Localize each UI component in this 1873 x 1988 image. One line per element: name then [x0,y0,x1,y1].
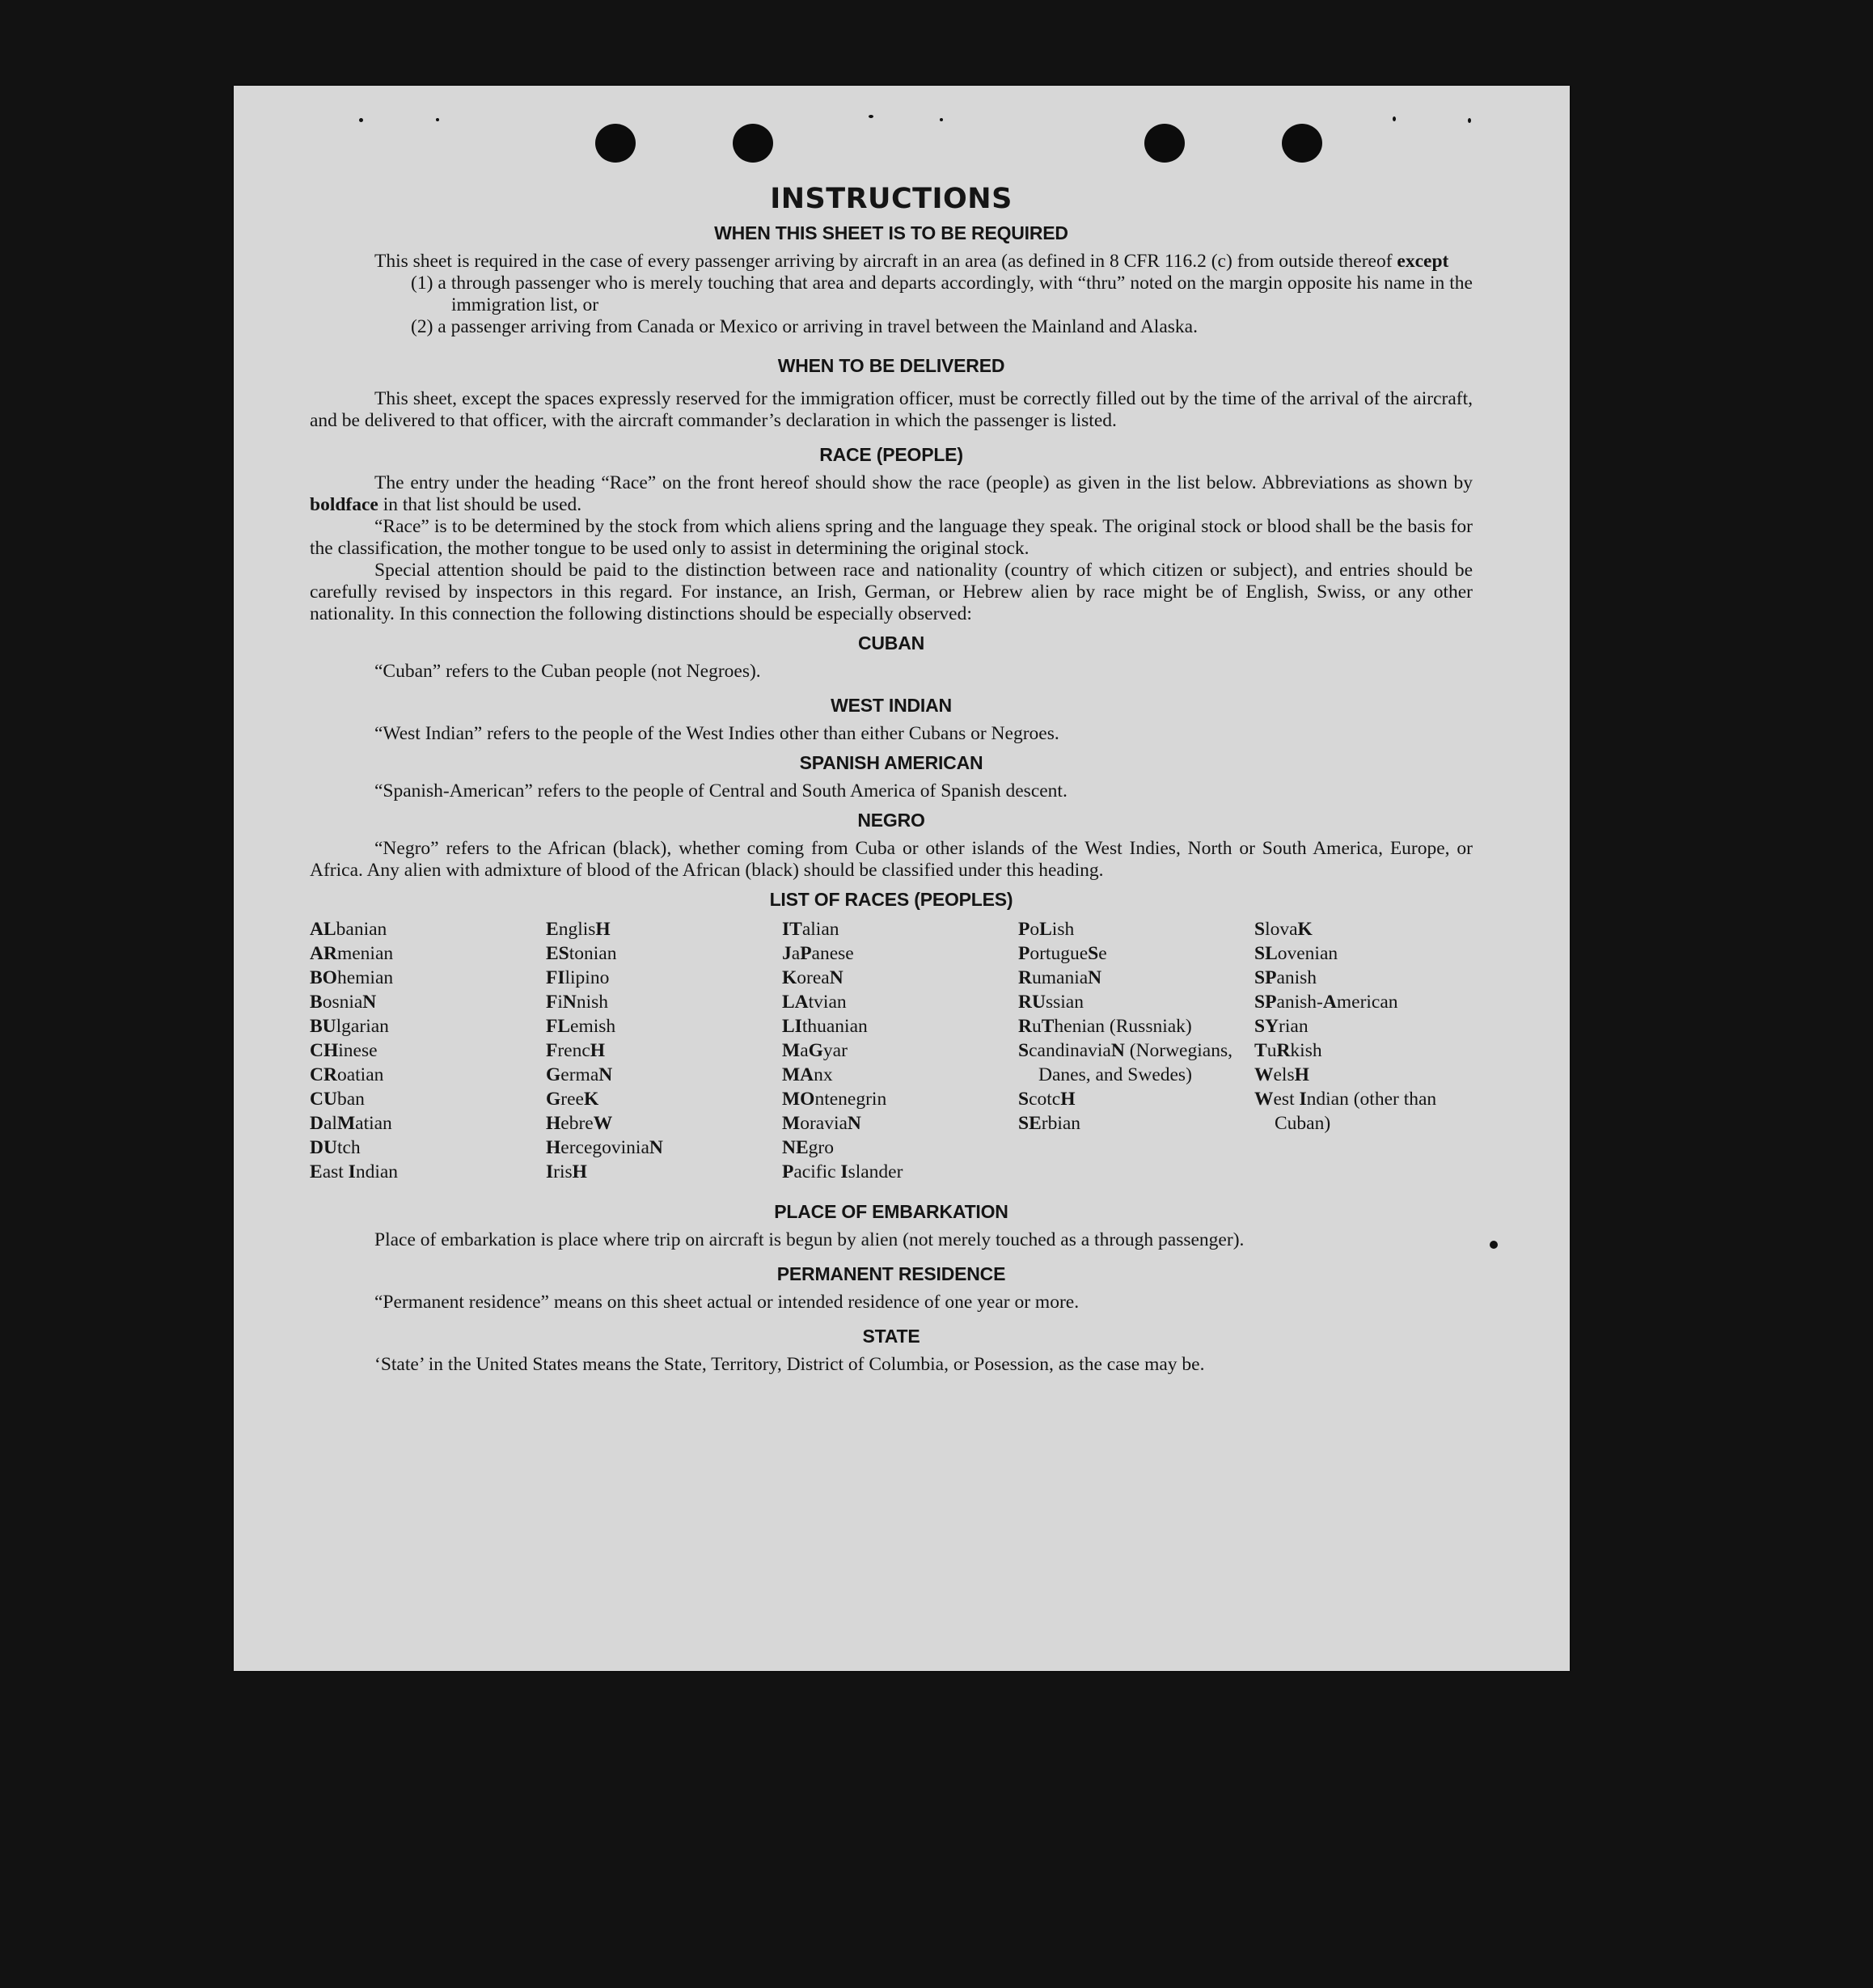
race-text: ndian (other than Cuban) [1275,1089,1437,1134]
negro-text: “Negro” refers to the African (black), whether coming from Cuba or other islands of the West Indies, North or South America, Europe, or Africa. Any alien with admixture of blood of the African (black) should be classified under this heading. [310,838,1473,881]
residence-text: “Permanent residence” means on this sheet actual or intended residence of one year or more. [374,1292,1080,1313]
race-text: acific [793,1161,841,1182]
race-entry [310,990,546,1014]
race-text: thuanian [801,1016,868,1037]
heading-embarkation: PLACE OF EMBARKATION [774,1201,1008,1222]
race-entry [782,1063,1018,1087]
race-abbreviation: NE [782,1137,809,1158]
race-entry [1254,966,1473,990]
race-text: anese [811,943,854,964]
race-abbreviation: CU [310,1089,337,1110]
race-abbreviation: W [1254,1089,1274,1110]
scan-speck [869,115,873,118]
race-entry [310,1160,546,1184]
race-text: rian [1279,1016,1309,1037]
race-entry [1254,1087,1473,1136]
race-abbreviation: N [362,992,377,1013]
heading-required: WHEN THIS SHEET IS TO BE REQUIRED [714,222,1068,243]
race-abbreviation: M [782,1040,801,1061]
race-abbreviation: N [1110,1040,1125,1061]
race-text: cotc [1029,1089,1061,1110]
race-abbreviation: M [782,1113,801,1134]
heading-west-indian: WEST INDIAN [831,695,952,716]
race-text: hemian [336,967,394,988]
heading-state: STATE [862,1326,920,1347]
race-abbreviation: G [808,1040,823,1061]
race-text: atian [355,1113,392,1134]
race-abbreviation: SP [1254,967,1277,988]
west-indian-text: “West Indian” refers to the people of the West Indies other than either Cubans or Negroes. [374,723,1059,744]
race-abbreviation: I [546,1161,554,1182]
required-intro: This sheet is required in the case of every passenger arriving by aircraft in an area (as defined in 8 CFR 116.2 (c) from outside thereof except [374,251,1449,272]
race-abbreviation: H [595,919,611,940]
race-entry [546,1087,782,1111]
race-abbreviation: LA [782,992,809,1013]
race-text: tch [336,1137,361,1158]
race-text: orea [797,967,830,988]
race-entry [1254,990,1473,1014]
race-entry [782,917,1018,941]
race-text: els [1273,1064,1295,1085]
race-abbreviation: P [782,1161,794,1182]
race-abbreviation: S [1254,919,1266,940]
punch-hole [733,124,773,163]
document-page [234,86,1570,1671]
race-abbreviation: M [336,1113,356,1134]
race-paragraph-1: The entry under the heading “Race” on the front hereof should show the race (people) as given in the list below. Abbreviations as shown by boldface in that list should be used. [310,472,1473,515]
race-text: tonian [569,943,617,964]
race-entry [782,966,1018,990]
race-entry [546,1111,782,1136]
race-abbreviation: H [1294,1064,1309,1085]
race-text: kish [1290,1040,1322,1061]
race-text: (Norwegians, Danes, and Swedes) [1038,1040,1232,1085]
race-abbreviation: R [1018,1016,1032,1037]
spanish-american-text: “Spanish-American” refers to the people of Central and South America of Spanish descent. [374,780,1068,802]
race-entry [546,990,782,1014]
delivered-text: This sheet, except the spaces expressly reserved for the immigration officer, must be correctly filled out by the time of the arrival of the aircraft, and be delivered to that officer, with the aircraft commander’s declaration in which the passenger is listed. [310,388,1473,431]
race-abbreviation: S [1088,943,1099,964]
race-abbreviation: F [546,1040,558,1061]
race-text: oravia [800,1113,848,1134]
race-entry [1018,990,1254,1014]
race-abbreviation: H [590,1040,606,1061]
race-entry [1018,1014,1254,1038]
race-text: henian (Russniak) [1054,1016,1192,1037]
race-abbreviation: R [1018,967,1032,988]
race-abbreviation: N [598,1064,613,1085]
race-abbreviation: K [1297,919,1313,940]
race-entry [1254,1063,1473,1087]
required-item-2: (2) a passenger arriving from Canada or Mexico or arriving in travel between the Mainland and Alaska. [411,316,1198,337]
race-paragraph-3: Special attention should be paid to the distinction between race and nationality (country of which citizen or subject), and entries should be carefully revised by inspectors in this regard. For instance, an Irish, German, or Hebrew alien by race might be of English, Swiss, or any other nationality. In this connection the following distinctions should be especially observed: [310,560,1473,624]
race-abbreviation: SP [1254,992,1277,1013]
race-text: emish [570,1016,616,1037]
race-abbreviation: D [310,1113,323,1134]
race-text: banian [336,919,387,940]
race-entry [546,1014,782,1038]
state-text: ‘State’ in the United States means the State, Territory, District of Columbia, or Posession, as the case may be. [374,1354,1205,1375]
race-entry [782,1136,1018,1160]
race-abbreviation: BO [310,967,337,988]
race-abbreviation: S [1018,1089,1030,1110]
scan-speck [359,118,363,122]
race-entry [546,941,782,966]
race-abbreviation: R [1276,1040,1291,1061]
race-abbreviation: N [1088,967,1102,988]
scan-speck [940,118,943,121]
race-abbreviation: SL [1254,943,1278,964]
race-entry [310,1014,546,1038]
race-abbreviation: AR [310,943,337,964]
race-entry [310,917,546,941]
race-abbreviation: N [562,992,577,1013]
race-entry [310,966,546,990]
race-text: renc [557,1040,590,1061]
race-entry [310,1136,546,1160]
race-abbreviation: DU [310,1137,337,1158]
heading-cuban: CUBAN [857,632,925,654]
race-abbreviation: L [1039,919,1052,940]
race-entry [310,1038,546,1063]
race-abbreviation: S [1018,1040,1030,1061]
race-text: anish [1276,967,1317,988]
race-abbreviation: N [829,967,843,988]
scan-speck [1490,1241,1498,1249]
race-text: ovenian [1277,943,1338,964]
race-text: lgarian [336,1016,389,1037]
race-text: ban [336,1089,365,1110]
race-abbreviation: P [1018,919,1030,940]
race-entry [782,990,1018,1014]
races-column [782,917,1018,1184]
race-text: gro [808,1137,834,1158]
heading-spanish-american: SPANISH AMERICAN [799,752,983,773]
heading-delivered: WHEN TO BE DELIVERED [777,355,1005,376]
race-paragraph-2: “Race” is to be determined by the stock from which aliens spring and the language they speak. The original stock or blood shall be the basis for the classification, the mother tongue to be used only to assist in determining the original stock. [310,516,1473,559]
race-abbreviation: E [310,1161,323,1182]
race-text: anish- [1276,992,1323,1013]
race-text: tvian [808,992,847,1013]
race-abbreviation: G [546,1089,561,1110]
race-abbreviation: N [847,1113,861,1134]
race-entry [1254,1038,1473,1063]
instructions-content [310,183,1473,1376]
race-abbreviation: T [1254,1040,1267,1061]
race-entry [1018,941,1254,966]
race-abbreviation: BU [310,1016,336,1037]
race-text: nx [814,1064,833,1085]
race-abbreviation: IT [782,919,802,940]
race-text: ast [322,1161,349,1182]
race-entry [782,941,1018,966]
race-text: a [791,943,801,964]
punch-hole [1144,124,1185,163]
race-entry [1018,917,1254,941]
race-entry [1018,1111,1254,1136]
race-abbreviation: T [1041,1016,1055,1037]
race-text: ish [1051,919,1075,940]
race-text: umania [1031,967,1089,988]
race-text: nish [576,992,609,1013]
race-entry [1254,941,1473,966]
races-list [310,917,1473,1184]
race-entry [1018,1038,1254,1087]
boldface-word: boldface [310,494,378,515]
heading-negro: NEGRO [857,810,925,831]
race-abbreviation: CH [310,1040,339,1061]
race-entry [546,917,782,941]
race-text: ris [553,1161,573,1182]
race-entry [546,1063,782,1087]
race-abbreviation: K [782,967,797,988]
race-text: yar [822,1040,848,1061]
race-abbreviation: W [593,1113,613,1134]
race-entry [1018,966,1254,990]
race-abbreviation: I [840,1161,848,1182]
scan-speck [1393,116,1396,121]
race-abbreviation: H [572,1161,587,1182]
race-text: o [1030,919,1040,940]
race-entry [546,966,782,990]
race-entry [546,1038,782,1063]
race-text: osnia [322,992,363,1013]
race-abbreviation: FL [546,1016,571,1037]
race-text: ercegovinia [560,1137,649,1158]
race-entry [782,1038,1018,1063]
heading-list-of-races: LIST OF RACES (PEOPLES) [769,889,1013,910]
race-text: ebre [560,1113,594,1134]
race-text: menian [336,943,394,964]
race-abbreviation: E [546,919,559,940]
race-entry [1254,917,1473,941]
race-abbreviation: RU [1018,992,1046,1013]
cuban-text: “Cuban” refers to the Cuban people (not Negroes). [374,661,761,682]
race-abbreviation: H [1060,1089,1076,1110]
race-abbreviation: FI [546,967,565,988]
race-entry [782,1160,1018,1184]
race-text: a [800,1040,809,1061]
page-title: INSTRUCTIONS [770,183,1013,215]
race-abbreviation: B [310,992,323,1013]
race-text: u [1266,1040,1277,1061]
required-item-1: (1) a through passenger who is merely touching that area and departs accordingly, with “thru” noted on the margin opposite his name in the immigration list, or [411,273,1473,315]
punch-hole [1282,124,1322,163]
scan-speck [436,118,439,121]
race-abbreviation: J [782,943,792,964]
races-column [1018,917,1254,1184]
race-text: est [1273,1089,1300,1110]
race-abbreviation: P [800,943,812,964]
race-text: candinavia [1029,1040,1111,1061]
race-abbreviation: A [1322,992,1337,1013]
race-abbreviation: F [546,992,558,1013]
race-text: ree [560,1089,584,1110]
race-text: slander [848,1161,903,1182]
race-entry [782,1014,1018,1038]
race-text: ntenegrin [814,1089,887,1110]
race-entry [1018,1087,1254,1111]
race-abbreviation: G [546,1064,561,1085]
race-text: u [1031,1016,1042,1037]
race-text: lipino [564,967,610,988]
race-text: oatian [336,1064,384,1085]
race-abbreviation: K [583,1089,599,1110]
race-abbreviation: SE [1018,1113,1042,1134]
race-entry [782,1087,1018,1111]
race-entry [546,1160,782,1184]
race-entry [310,1087,546,1111]
race-text: e [1098,943,1107,964]
race-text: erma [560,1064,599,1085]
race-text: rbian [1041,1113,1081,1134]
race-abbreviation: P [1018,943,1030,964]
race-abbreviation: N [649,1137,663,1158]
except-word: except [1397,251,1449,272]
races-column [310,917,546,1184]
races-column [1254,917,1473,1184]
race-abbreviation: AL [310,919,336,940]
race-abbreviation: MO [782,1089,815,1110]
race-entry [310,1063,546,1087]
race-text: nglis [558,919,596,940]
race-abbreviation: MA [782,1064,814,1085]
race-abbreviation: SY [1254,1016,1279,1037]
race-abbreviation: CR [310,1064,337,1085]
race-abbreviation: I [1299,1089,1307,1110]
race-abbreviation: H [546,1113,561,1134]
race-text: ortugue [1030,943,1089,964]
punch-hole [595,124,636,163]
race-abbreviation: ES [546,943,569,964]
race-text: merican [1336,992,1398,1013]
races-column [546,917,782,1184]
scan-speck [1468,118,1471,123]
race-abbreviation: H [546,1137,561,1158]
race-entry [310,941,546,966]
race-text: ndian [355,1161,399,1182]
race-abbreviation: W [1254,1064,1274,1085]
race-entry [782,1111,1018,1136]
race-text: al [323,1113,337,1134]
race-entry [546,1136,782,1160]
race-abbreviation: LI [782,1016,802,1037]
race-entry [1254,1014,1473,1038]
race-text: alian [801,919,839,940]
race-text: i [557,992,563,1013]
heading-race: RACE (PEOPLE) [819,444,963,465]
race-entry [310,1111,546,1136]
race-abbreviation: I [348,1161,356,1182]
race-text: inese [338,1040,378,1061]
race-text: lova [1265,919,1298,940]
heading-residence: PERMANENT RESIDENCE [776,1263,1006,1284]
embarkation-text: Place of embarkation is place where trip on aircraft is begun by alien (not merely touched as a through passenger). [374,1229,1245,1250]
race-text: ssian [1045,992,1084,1013]
